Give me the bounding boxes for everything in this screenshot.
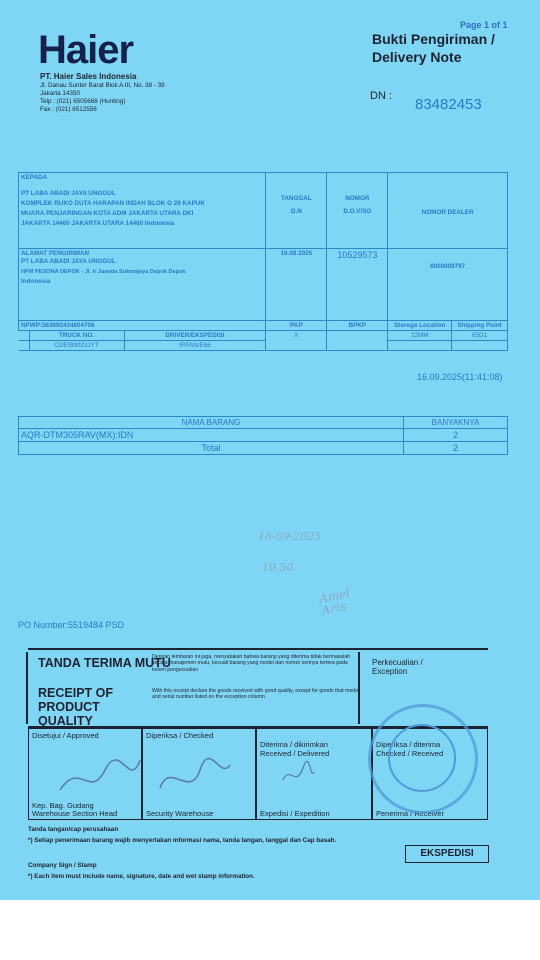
po-number: PO Number:5519484 PSD (18, 620, 125, 630)
items-table (18, 416, 508, 455)
receipt-title-en: RECEIPT OF PRODUCT QUALITY (38, 686, 114, 728)
nomor-sub: D.O.V/SO (343, 208, 372, 215)
col-nama-barang: NAMA BARANG (19, 417, 404, 429)
nomor-header (327, 173, 388, 249)
spacer-cell (19, 331, 30, 341)
handwritten-date: 16-09-2025 (258, 530, 322, 543)
ekspedisi-copy-label: EKSPEDISI (405, 845, 489, 863)
dn-label: DN : (370, 90, 392, 102)
receipt-title-id: TANDA TERIMA MUTU (38, 656, 171, 670)
tanggal-header (266, 173, 327, 249)
total-label: Total (19, 442, 404, 455)
alamat-line: HPM PESONA DEPOK - Jl. Ir Juanda Sukmajaya Depok Depok (21, 269, 186, 275)
sig-bottom-label: Kep. Bag. Gudang (32, 801, 94, 810)
truck-label: TRUCK NO. (29, 331, 124, 341)
sig-top-label: Disetujui / Approved (32, 731, 99, 740)
phone: Telp : (021) 6505668 (Hunting) (40, 98, 126, 105)
tanggal-label: TANGGAL (281, 195, 312, 202)
nomor-value: 10529573 (327, 249, 388, 321)
dealer-value: 6000009797 (388, 249, 508, 321)
sig-top-label: Diperiksa / Checked (146, 731, 214, 740)
expedition-signature (278, 760, 318, 790)
empty-cell (388, 341, 452, 351)
sig-top-label: Diterima / dikirimkan Received / Delivered (260, 740, 330, 758)
kepada-line: MUARA PENJARINGAN KOTA ADM JAKARTA UTARA DKI (21, 210, 194, 217)
empty-cell (452, 341, 508, 351)
receipt-text-en: With this receipt declare the goods received with good quality, except for goods that model and serial number listed on the exception column (152, 688, 360, 701)
sig-bottom-label: Penerima / Receiver (376, 809, 444, 818)
title-line: Bukti Pengiriman / (372, 31, 495, 47)
pkp-label: PKP (266, 321, 327, 331)
sig-bottom-label: Expedisi / Expedition (260, 809, 330, 818)
alamat-line: Indonesia (21, 278, 51, 285)
shipping-label: Shipping Point (452, 321, 508, 331)
handwritten-time: 10.50 (262, 561, 294, 574)
bpkp-label: BPKP (327, 321, 388, 331)
note-en: *) Each item must include name, signature, date and wet stamp information. (28, 873, 255, 880)
fax: Fax : (021) 6512556 (40, 106, 97, 113)
tanggal-value: 16.09.2025 (266, 249, 327, 321)
bracket-left (26, 652, 32, 724)
npwp: NPWP:563692434604706 (19, 321, 266, 331)
receipt-text-id: Dengan lembaran ini juga, menyatakan bahwa barang yang diterima tidak bermasalah secara manajemen mutu, kecuali barang yang model dan nomor serinya tertera pada kolom pengecualian (152, 654, 351, 673)
company-address (40, 82, 260, 114)
alamat-line: PT LABA ABADI JAYA UNGGUL (21, 258, 116, 265)
dn-number: 83482453 (415, 96, 482, 113)
shipping-table (18, 172, 508, 351)
total-value: 2 (404, 442, 508, 455)
print-timestamp: 16.09.2025(11:41:08) (417, 372, 503, 382)
bpkp-value (327, 331, 388, 351)
spacer-cell (19, 341, 30, 351)
handwritten-signature: Amel Aris (317, 586, 352, 618)
kepada-line: KOMPLEK RUKO DUTA HARAPAN INDAH BLOK O 26 KAPUK (21, 200, 205, 207)
pkp-value: X (266, 331, 327, 351)
page-indicator: Page 1 of 1 (460, 20, 508, 30)
stamp-inner-ring-icon (388, 724, 456, 792)
item-qty: 2 (404, 429, 508, 442)
col-banyaknya: BANYAKNYA (404, 417, 508, 429)
sign-en: Company Sign / Stamp (28, 862, 97, 869)
haier-logo: Haier (38, 28, 134, 72)
sig-top-label: Diperiksa / diterima Checked / Received (376, 740, 444, 758)
storage-value: 22MM (388, 331, 452, 341)
exception-label: Perkecualian / Exception (372, 658, 423, 676)
note-id: *) Setiap penerimaan barang wajib menyertakan informasi nama, tanda tangan, tanggal dan Cap basah. (28, 837, 337, 844)
kepada-cell (19, 173, 266, 249)
title-line: Delivery Note (372, 49, 462, 65)
kepada-line: PT LABA ABADI JAYA UNGGUL (21, 190, 116, 197)
nomor-label: NOMOR (345, 195, 370, 202)
table-row (19, 429, 508, 442)
item-name: AQR-DTM305RAV(MX):IDN (19, 429, 404, 442)
document-title (372, 30, 532, 66)
company-name: PT. Haier Sales Indonesia (40, 72, 137, 81)
bracket-divider (358, 652, 360, 724)
kepada-line: JAKARTA 14460 JAKARTA UTARA 14460 Indonesia (21, 220, 175, 227)
address-line: Jakarta 14350 (40, 90, 80, 97)
sig-bottom-label: Warehouse Section Head (32, 809, 118, 818)
driver-label: DRIVER/EKSPEDISI (124, 331, 266, 341)
truck-value: CDE/B9023JYT (29, 341, 124, 351)
kepada-label: KEPADA (21, 174, 48, 181)
sig-bottom-label: Security Warehouse (146, 809, 214, 818)
signature-scribbles (50, 740, 240, 810)
address-line: Jl. Danau Sunter Barat Blok A III, No. 38 - 39 (40, 82, 165, 89)
alamat-label: ALAMAT PENGIRIMAN (21, 250, 90, 257)
storage-label: Storege Location (388, 321, 452, 331)
alamat-cell (19, 249, 266, 321)
shipping-value: 65D1 (452, 331, 508, 341)
tanggal-sub: D.N (290, 208, 302, 215)
nomor-dealer-header: NOMOR DEALER (388, 173, 508, 249)
sign-label: Tanda tangan/cap perusahaan (28, 826, 119, 833)
driver-value: IRFAN/E66 (124, 341, 266, 351)
